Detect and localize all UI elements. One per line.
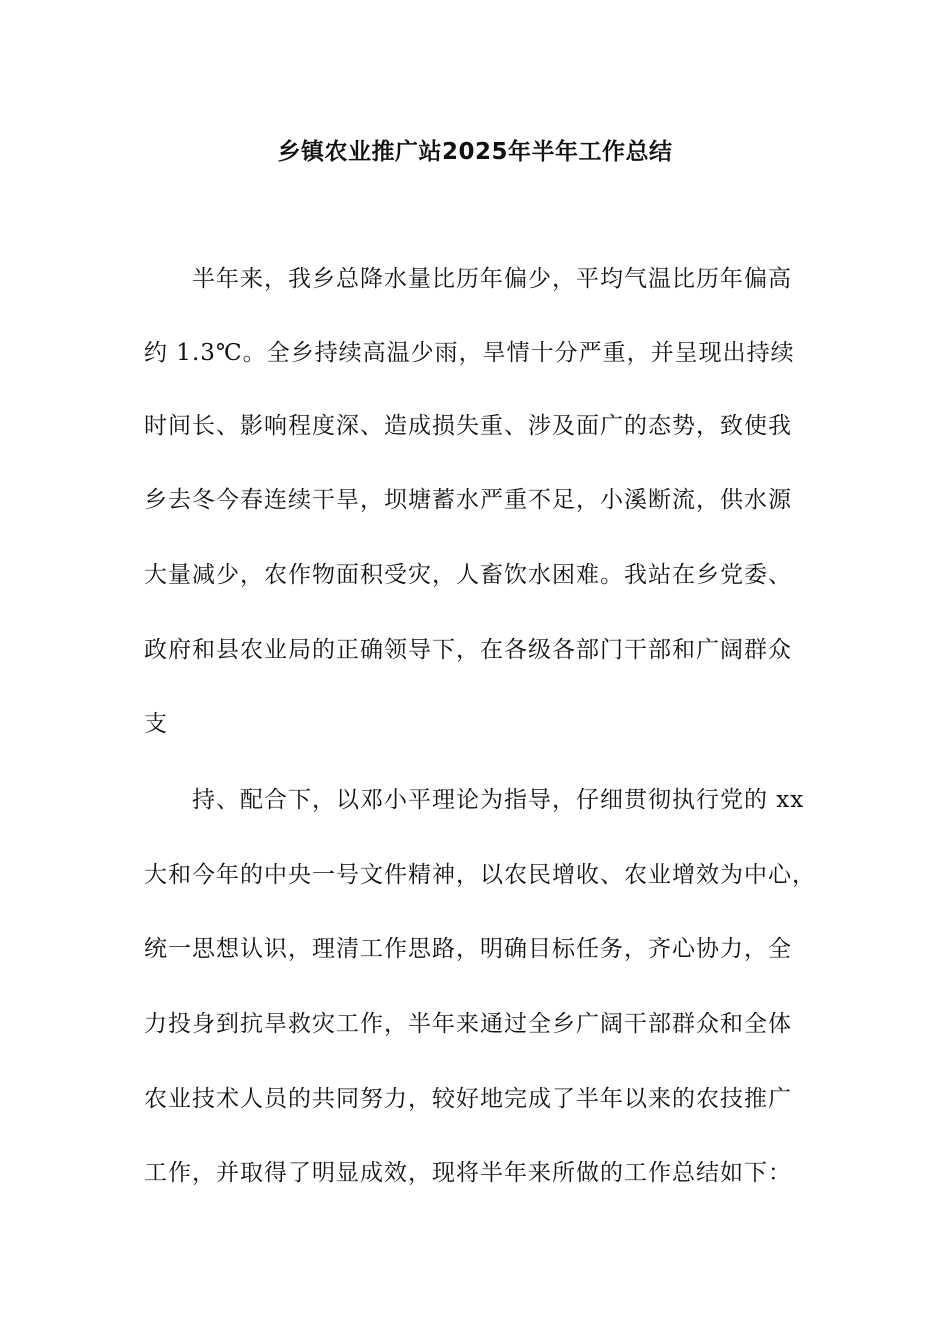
paragraph-line: 力投身到抗旱救灾工作，半年来通过全乡广阔干部群众和全体: [144, 1011, 792, 1037]
paragraph-line: 工作，并取得了明显成效，现将半年来所做的工作总结如下：: [144, 1160, 792, 1186]
paragraph-line: 统一思想认识，理清工作思路，明确目标任务，齐心协力，全: [144, 936, 792, 962]
paragraph-line: 约 1.3℃。全乡持续高温少雨，旱情十分严重，并呈现出持续: [144, 340, 795, 366]
paragraph-line: 半年来，我乡总降水量比历年偏少，平均气温比历年偏高: [192, 266, 792, 292]
paragraph-line: 持、配合下，以邓小平理论为指导，仔细贯彻执行党的 xx: [192, 787, 805, 813]
paragraph-line: 大和今年的中央一号文件精神，以农民增收、农业增效为中心，: [144, 862, 816, 888]
document-title: 乡镇农业推广站2025年半年工作总结: [277, 139, 673, 165]
paragraph-line: 时间长、影响程度深、造成损失重、涉及面广的态势，致使我: [144, 413, 792, 439]
paragraph-line: 政府和县农业局的正确领导下，在各级各部门干部和广阔群众: [144, 637, 792, 663]
paragraph-line: 乡去冬今春连续干旱，坝塘蓄水严重不足，小溪断流，供水源: [144, 487, 792, 513]
paragraph-line: 支: [144, 711, 168, 737]
paragraph-line: 大量减少，农作物面积受灾，人畜饮水困难。我站在乡党委、: [144, 562, 792, 588]
paragraph-line: 农业技术人员的共同努力，较好地完成了半年以来的农技推广: [144, 1086, 792, 1112]
